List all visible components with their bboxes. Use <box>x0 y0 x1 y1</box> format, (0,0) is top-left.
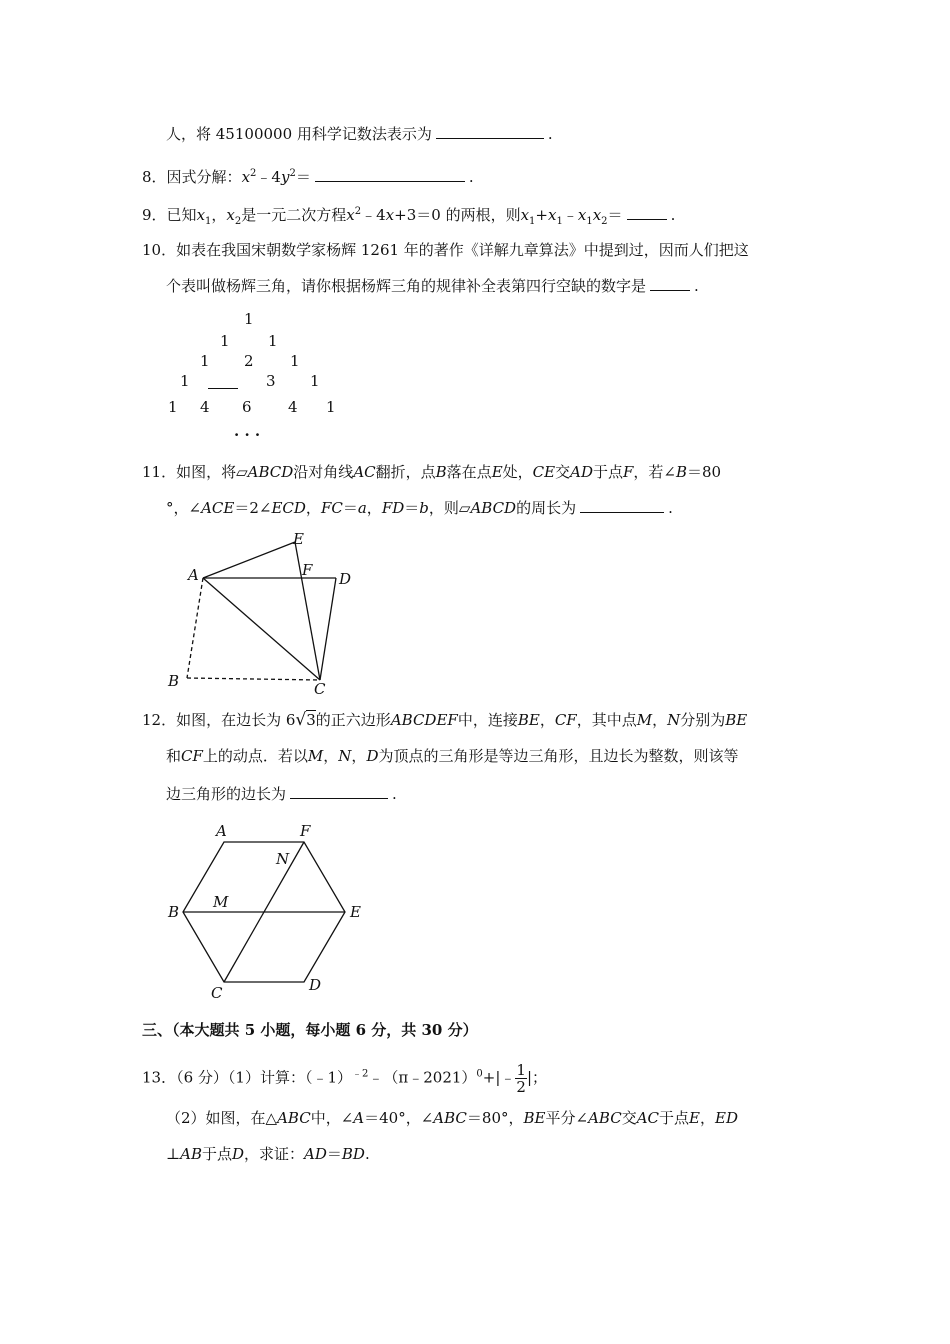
label-b: B <box>168 672 180 690</box>
label-e: E <box>350 903 361 921</box>
label-a: A <box>188 566 199 584</box>
question-11-line-2: °，∠ACE＝2∠ECD，FC＝a，FD＝b，则▱ABCD的周长为 . <box>166 499 673 517</box>
question-8: 8．因式分解：$x^2﹣4y^2=$ . <box>142 168 474 186</box>
question-11-line-1: 11．如图，将▱ABCD沿对角线AC翻折，点B落在点E处，CE交AD于点F，若∠B＝80 <box>142 463 722 481</box>
question-10-line-2: 个表叫做杨辉三角，请你根据杨辉三角的规律补全表第四行空缺的数字是 . <box>166 277 699 295</box>
label-f: F <box>300 822 311 840</box>
question-13-part-1: 13．（6 分）（1）计算：（﹣1）$^{﹣2}$﹣（π﹣2021）$^0$+|﹣ $\frac{1}{2}$ |； <box>142 1061 548 1096</box>
question-13-part-2-line-1: （2）如图，在△ABC中，∠A＝40°，∠ABC＝80°，BE平分∠ABC交AC于点E，ED <box>166 1109 738 1127</box>
label-d: D <box>309 976 322 994</box>
label-n: N <box>276 850 290 868</box>
question-12-line-1: 12．如图，在边长为 6√3的正六边形ABCDEF中，连接BE，CF，其中点M，N分别为BE <box>142 710 748 730</box>
fraction-one-half: $\frac{1}{2}$ <box>516 1061 526 1096</box>
label-b: B <box>168 903 180 921</box>
yanghui-triangle: 1 1 1 1 2 1 1 3 1 1 4 6 4 1 · · · <box>168 310 336 444</box>
question-10-line-1: 10．如表在我国宋朝数学家杨辉 1261 年的著作《详解九章算法》中提到过，因而人们把这 <box>142 241 749 259</box>
label-f: F <box>302 561 313 579</box>
label-a: A <box>216 822 227 840</box>
label-m: M <box>213 893 229 911</box>
section-3-heading: 三、（本大题共 5 小题，每小题 6 分，共 30 分） <box>142 1021 478 1039</box>
question-9: 9．已知$x_1$，$x_2$是一元二次方程$x^2﹣4x+3=0$ 的两根，则$x_1+x_1﹣x_1x_2=$ . <box>142 206 676 227</box>
label-c: C <box>314 680 326 698</box>
label-d: D <box>339 570 352 588</box>
label-c: C <box>211 984 223 1002</box>
sqrt-symbol: √ <box>295 710 307 730</box>
q7-continuation: 人，将 45100000 用科学记数法表示为 . <box>166 125 553 143</box>
label-e: E <box>293 530 304 548</box>
question-13-part-2-line-2: ⊥AB于点D，求证：AD＝BD. <box>166 1145 370 1163</box>
question-12-line-3: 边三角形的边长为 . <box>166 785 397 803</box>
question-12-line-2: 和CF上的动点．若以M，N，D为顶点的三角形是等边三角形，且边长为整数，则该等 <box>166 747 739 765</box>
